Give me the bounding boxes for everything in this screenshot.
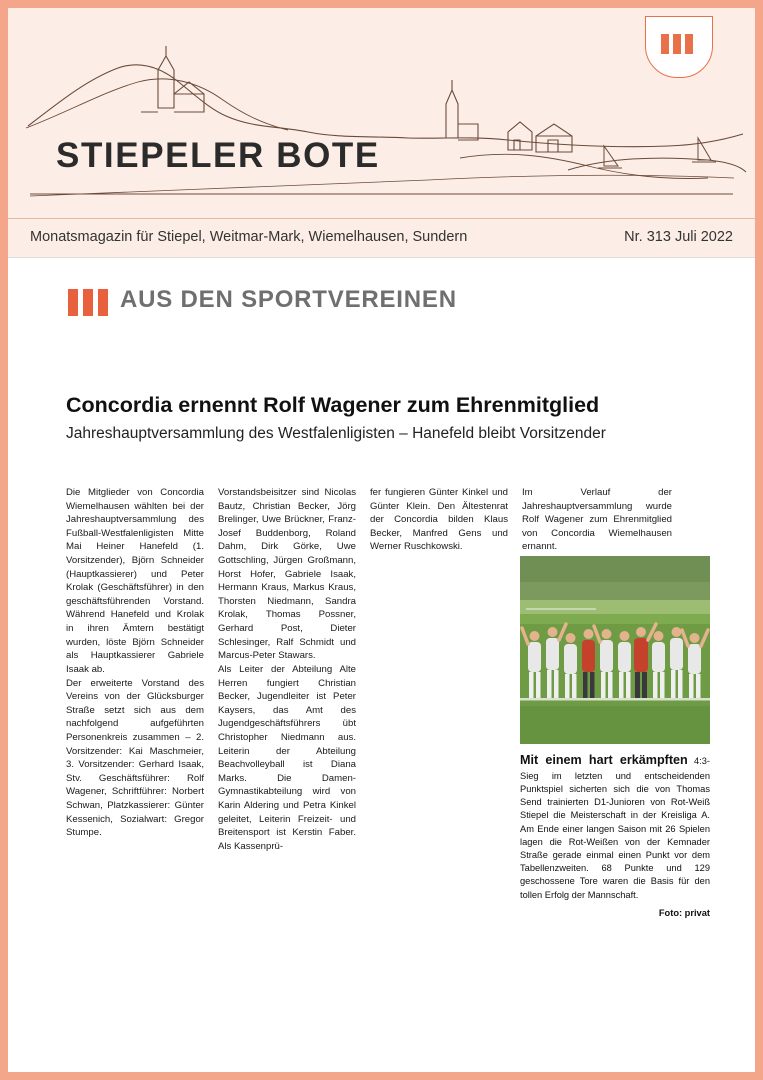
photo-caption-lead: Mit einem hart erkämpften <box>520 753 688 767</box>
magazine-page <box>8 8 755 1072</box>
masthead-title: STIEPELER BOTE <box>56 136 380 175</box>
subbar-issue-number: Nr. 313 Juli 2022 <box>624 229 733 245</box>
article-paragraph: fer fungieren Günter Kinkel und Günter Klein. Den Ältestenrat der Concordia bilden Klaus Becker, Manfred Gens und Werner Ruschkowski. <box>370 487 508 553</box>
article-header <box>66 393 706 444</box>
article-column-1 <box>66 486 204 853</box>
article-paragraph: Im Verlauf der Jahreshauptversammlung wurde Rolf Wagener zum Ehrenmitglied von Concordia Wiemelhausen ernannt. <box>522 487 672 553</box>
section-marks-icon <box>68 289 108 316</box>
masthead <box>8 8 755 218</box>
section-title: AUS DEN SPORTVEREINEN <box>120 286 457 313</box>
photo-caption <box>520 752 710 902</box>
photo-block <box>520 556 710 918</box>
section-header <box>8 286 755 328</box>
article-column-3 <box>370 486 508 853</box>
team-photo <box>520 556 710 744</box>
article-paragraph: Als Leiter der Abteilung Alte Herren fungiert Christian Becker, Jugendleiter ist Peter Kaysers, das Amt des Jugendgeschäftsführers übt Christopher Niedmann aus. Leiterin der Abteilung Beachvolleyball ist Diana Marks. Die Damen-Gymnastikabteilung wird von Karin Aldering und Petra Kinkel geleitet, Leiterin Freizeit- und Breitensport ist Kerstin Faber. Als Kassenprü- <box>218 663 356 852</box>
article-paragraph: Vorstandsbeisitzer sind Nicolas Bautz, Christian Becker, Jörg Brelinger, Uwe Brückner, Franz-Josef Buddenborg, Roland Dahm, Dirk Görke, Uwe Gottschling, Jürgen Großmann, Horst Hofer, Gabriele Isaak, Hermann Kraus, Markus Kraus, Thorsten Niedmann, Sandra Krolak, Thomas Possner, Gerhard Post, Dieter Schlesinger, Ralf Schmidt und Marcus-Peter Stawars. <box>218 487 356 662</box>
skyline-illustration <box>8 8 755 218</box>
photo-caption-text: 4:3-Sieg im letzten und entscheidenden Punktspiel sicherten sich die von Thomas Send trainierten D1-Junioren von Rot-Weiß Stiepel die Meisterschaft in der Kreisliga A. Am Ende einer langen Saison mit 26 Spielen lagen die Rot-Weißen von der Kemnader Straße gerade einmal einen Punkt vor dem Tabellenzweiten. 68 Punkte und 129 geschossene Tore waren die Basis für den tollen Erfolg der Mannschaft. <box>520 756 710 900</box>
crest <box>645 16 713 94</box>
article-column-2 <box>218 486 356 853</box>
masthead-subbar <box>8 218 755 258</box>
subbar-coverage-area: Monatsmagazin für Stiepel, Weitmar-Mark, Wiemelhausen, Sundern <box>30 229 468 245</box>
article-subheadline: Jahreshauptversammlung des Westfalenligisten – Hanefeld bleibt Vorsitzender <box>66 425 606 443</box>
article-headline: Concordia ernennt Rolf Wagener zum Ehrenmitglied <box>66 393 600 417</box>
crest-bars-icon <box>661 34 693 54</box>
article-paragraph: Der erweiterte Vorstand des Vereins von der Glücksburger Straße setzt sich aus dem nachfolgend aufgeführten Personenkreis zusammen – 2. Vorsitzender: Kai Maschmeier, 3. Vorsitzender: Gerhard Isaak, Stv. Geschäftsführer: Rolf Wagener, Schriftführer: Norbert Schwan, Platzkassierer: Günter Kessenich, Sozialwart: Gregor Stumpe. <box>66 677 204 839</box>
article-paragraph: Die Mitglieder von Concordia Wiemelhausen wählten bei der Jahreshauptversammlung des Fußball-Westfalenligisten Mitte Mai Heiner Hanefeld (1. Vorsitzender), Björn Schneider (Hauptkassierer) und Peter Krolak (Geschäftsführer) in den geschäftsführenden Vorstand. Während Hanefeld und Krolak in ihren Ämtern bestätigt wurden, löste Björn Schneider als Hauptkassierer Gabriele Isaak ab. <box>66 487 204 675</box>
team-photo-illustration <box>520 556 710 744</box>
photo-credit: Foto: privat <box>658 907 710 918</box>
